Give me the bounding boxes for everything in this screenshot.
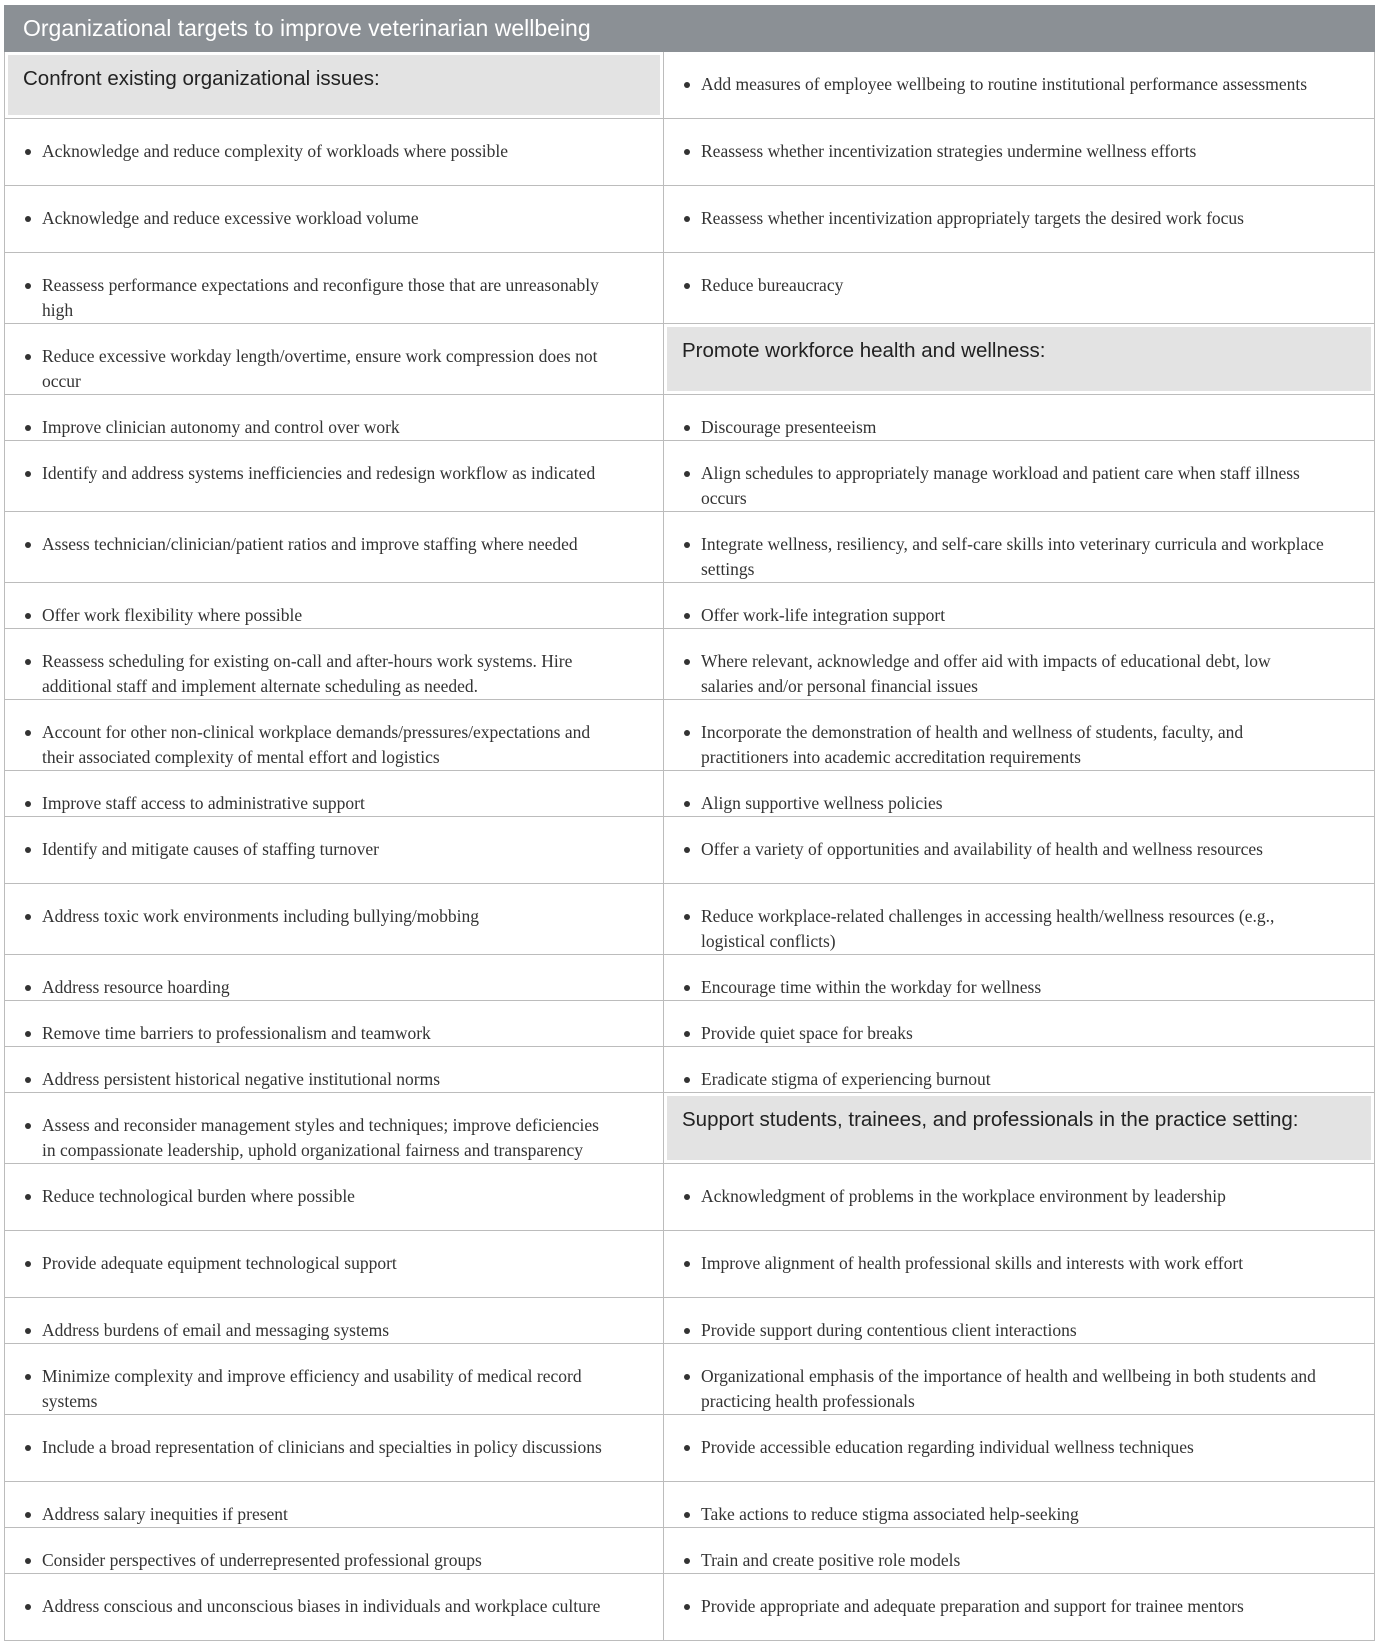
item-text: Provide appropriate and adequate preparation and support for trainee mentors: [701, 1596, 1244, 1616]
table-row: [5, 1164, 1375, 1231]
list-item: [5, 1231, 663, 1276]
right-cell: [664, 1298, 1375, 1344]
bullet-icon: [25, 914, 31, 920]
bullet-icon: [25, 1445, 31, 1451]
bullet-icon: [684, 613, 690, 619]
left-cell: [5, 441, 664, 512]
table-row: [5, 771, 1375, 817]
left-cell: [5, 884, 664, 955]
table-row: [5, 1528, 1375, 1574]
section-header: Support students, trainees, and professionals in the practice setting:: [667, 1096, 1371, 1160]
item-text: Assess technician/clinician/patient ratios and improve staffing where needed: [42, 534, 578, 554]
item-text: Acknowledgment of problems in the workplace environment by leadership: [701, 1186, 1226, 1206]
item-text: Organizational emphasis of the importance of health and wellbeing in both students and practicing health professionals: [701, 1366, 1316, 1411]
list-item: [664, 884, 1374, 954]
right-cell: [664, 395, 1375, 441]
right-cell: [664, 817, 1375, 884]
right-cell: [664, 629, 1375, 700]
list-item: [664, 1001, 1374, 1046]
list-item: [664, 119, 1374, 164]
left-cell: [5, 253, 664, 324]
bullet-icon: [684, 425, 690, 431]
table-row: [5, 1047, 1375, 1093]
list-item: [5, 1001, 663, 1046]
bullet-icon: [25, 985, 31, 991]
left-cell: [5, 771, 664, 817]
list-item: [5, 1574, 663, 1619]
bullet-icon: [25, 425, 31, 431]
right-cell: [664, 1528, 1375, 1574]
item-text: Identify and mitigate causes of staffing turnover: [42, 839, 379, 859]
left-cell: [5, 52, 664, 119]
item-text: Offer a variety of opportunities and availability of health and wellness resources: [701, 839, 1263, 859]
left-cell: [5, 1528, 664, 1574]
bullet-icon: [25, 1328, 31, 1334]
list-item: [5, 512, 663, 557]
item-text: Reduce technological burden where possible: [42, 1186, 355, 1206]
item-text: Remove time barriers to professionalism and teamwork: [42, 1023, 431, 1043]
table-row: [5, 629, 1375, 700]
list-item: [664, 700, 1374, 770]
table-row: [5, 441, 1375, 512]
item-text: Improve clinician autonomy and control over work: [42, 417, 400, 437]
bullet-icon: [25, 354, 31, 360]
item-text: Reassess whether incentivization strategies undermine wellness efforts: [701, 141, 1197, 161]
right-cell: [664, 324, 1375, 395]
right-cell: [664, 512, 1375, 583]
right-cell: [664, 1415, 1375, 1482]
item-text: Take actions to reduce stigma associated help-seeking: [701, 1504, 1079, 1524]
list-item: [5, 324, 663, 394]
item-text: Train and create positive role models: [701, 1550, 961, 1570]
item-text: Reduce bureaucracy: [701, 275, 844, 295]
bullet-icon: [25, 1558, 31, 1564]
bullet-icon: [25, 1031, 31, 1037]
table-row: [5, 884, 1375, 955]
bullet-icon: [25, 1077, 31, 1083]
list-item: [5, 1164, 663, 1209]
list-item: [664, 1482, 1374, 1527]
left-cell: [5, 1231, 664, 1298]
list-item: [5, 884, 663, 929]
section-header: Promote workforce health and wellness:: [667, 327, 1371, 391]
left-cell: [5, 512, 664, 583]
table-row: [5, 395, 1375, 441]
list-item: [664, 817, 1374, 862]
list-item: [5, 1344, 663, 1414]
bullet-icon: [684, 82, 690, 88]
bullet-icon: [25, 1194, 31, 1200]
list-item: [664, 583, 1374, 628]
item-text: Consider perspectives of underrepresented professional groups: [42, 1550, 482, 1570]
item-text: Include a broad representation of clinicians and specialties in policy discussions: [42, 1437, 602, 1457]
left-cell: [5, 186, 664, 253]
item-text: Reassess whether incentivization appropriately targets the desired work focus: [701, 208, 1244, 228]
bullet-icon: [25, 149, 31, 155]
item-text: Eradicate stigma of experiencing burnout: [701, 1069, 991, 1089]
item-text: Offer work flexibility where possible: [42, 605, 303, 625]
item-text: Address salary inequities if present: [42, 1504, 288, 1524]
left-cell: [5, 1164, 664, 1231]
right-cell: [664, 1574, 1375, 1641]
right-cell: [664, 1093, 1375, 1164]
item-text: Reduce excessive workday length/overtime, ensure work compression does not occur: [42, 346, 598, 391]
right-cell: [664, 884, 1375, 955]
item-text: Where relevant, acknowledge and offer aid with impacts of educational debt, low salaries and/or personal financial issues: [701, 651, 1271, 696]
list-item: [5, 771, 663, 816]
bullet-icon: [684, 730, 690, 736]
bullet-icon: [25, 542, 31, 548]
bullet-icon: [25, 613, 31, 619]
table-row: [5, 583, 1375, 629]
table-row: [5, 1093, 1375, 1164]
list-item: [664, 441, 1374, 511]
bullet-icon: [684, 1261, 690, 1267]
list-item: [5, 1415, 663, 1460]
left-cell: [5, 324, 664, 395]
bullet-icon: [25, 1261, 31, 1267]
list-item: [664, 1164, 1374, 1209]
table-row: [5, 700, 1375, 771]
table-row: [5, 119, 1375, 186]
right-cell: [664, 1482, 1375, 1528]
table-row: [5, 1298, 1375, 1344]
left-cell: [5, 1047, 664, 1093]
item-text: Integrate wellness, resiliency, and self-care skills into veterinary curricula and workplace settings: [701, 534, 1324, 579]
list-item: [5, 583, 663, 628]
bullet-icon: [684, 914, 690, 920]
item-text: Address persistent historical negative institutional norms: [42, 1069, 441, 1089]
item-text: Assess and reconsider management styles and techniques; improve deficiencies in compassionate leadership, uphold organizational fairness and transparency: [42, 1115, 599, 1160]
table-row: [5, 817, 1375, 884]
item-text: Address toxic work environments including bullying/mobbing: [42, 906, 479, 926]
list-item: [664, 1047, 1374, 1092]
left-cell: [5, 700, 664, 771]
table-row: [5, 1001, 1375, 1047]
right-cell: [664, 1047, 1375, 1093]
list-item: [664, 1574, 1374, 1619]
bullet-icon: [684, 542, 690, 548]
table-row: [5, 324, 1375, 395]
item-text: Address resource hoarding: [42, 977, 230, 997]
table-row: [5, 955, 1375, 1001]
right-cell: [664, 1001, 1375, 1047]
item-text: Reduce workplace-related challenges in accessing health/wellness resources (e.g., logistical conflicts): [701, 906, 1275, 951]
left-cell: [5, 1574, 664, 1641]
list-item: [5, 395, 663, 440]
item-text: Reassess scheduling for existing on-call and after-hours work systems. Hire additional staff and implement alternate scheduling as needed.: [42, 651, 573, 696]
list-item: [5, 186, 663, 231]
list-item: [5, 119, 663, 164]
bullet-icon: [684, 1445, 690, 1451]
right-cell: [664, 1231, 1375, 1298]
item-text: Improve alignment of health professional skills and interests with work effort: [701, 1253, 1244, 1273]
table-row: [5, 1574, 1375, 1641]
list-item: [5, 700, 663, 770]
item-text: Add measures of employee wellbeing to routine institutional performance assessments: [701, 74, 1308, 94]
left-cell: [5, 1298, 664, 1344]
item-text: Discourage presenteeism: [701, 417, 877, 437]
list-item: [5, 955, 663, 1000]
bullet-icon: [25, 730, 31, 736]
table-body: [5, 52, 1375, 1641]
item-text: Align schedules to appropriately manage workload and patient care when staff illness occurs: [701, 463, 1300, 508]
right-cell: [664, 253, 1375, 324]
item-text: Minimize complexity and improve efficiency and usability of medical record systems: [42, 1366, 582, 1411]
bullet-icon: [25, 1604, 31, 1610]
bullet-icon: [684, 1194, 690, 1200]
bullet-icon: [25, 1123, 31, 1129]
left-cell: [5, 955, 664, 1001]
left-cell: [5, 1001, 664, 1047]
bullet-icon: [684, 1558, 690, 1564]
bullet-icon: [684, 1077, 690, 1083]
left-cell: [5, 817, 664, 884]
item-text: Provide accessible education regarding individual wellness techniques: [701, 1437, 1194, 1457]
list-item: [5, 629, 663, 699]
table-row: [5, 186, 1375, 253]
left-cell: [5, 1415, 664, 1482]
list-item: [664, 1528, 1374, 1573]
bullet-icon: [25, 283, 31, 289]
list-item: [664, 771, 1374, 816]
left-cell: [5, 119, 664, 186]
bullet-icon: [684, 847, 690, 853]
right-cell: [664, 1344, 1375, 1415]
table-row: [5, 1231, 1375, 1298]
bullet-icon: [684, 1604, 690, 1610]
item-text: Acknowledge and reduce excessive workload volume: [42, 208, 419, 228]
bullet-icon: [25, 216, 31, 222]
item-text: Provide adequate equipment technological support: [42, 1253, 397, 1273]
bullet-icon: [684, 659, 690, 665]
bullet-icon: [25, 659, 31, 665]
item-text: Address burdens of email and messaging systems: [42, 1320, 390, 1340]
list-item: [5, 1047, 663, 1092]
right-cell: [664, 441, 1375, 512]
list-item: [5, 1093, 663, 1163]
item-text: Account for other non-clinical workplace demands/pressures/expectations and their associated complexity of mental effort and logistics: [42, 722, 591, 767]
list-item: [664, 1298, 1374, 1343]
list-item: [664, 395, 1374, 440]
table-row: [5, 1415, 1375, 1482]
item-text: Address conscious and unconscious biases in individuals and workplace culture: [42, 1596, 601, 1616]
bullet-icon: [684, 283, 690, 289]
list-item: [5, 1528, 663, 1573]
list-item: [664, 1415, 1374, 1460]
bullet-icon: [684, 216, 690, 222]
bullet-icon: [684, 1031, 690, 1037]
item-text: Provide quiet space for breaks: [701, 1023, 913, 1043]
item-text: Align supportive wellness policies: [701, 793, 943, 813]
item-text: Provide support during contentious client interactions: [701, 1320, 1077, 1340]
right-cell: [664, 52, 1375, 119]
item-text: Offer work-life integration support: [701, 605, 946, 625]
right-cell: [664, 583, 1375, 629]
list-item: [664, 1231, 1374, 1276]
bullet-icon: [25, 1374, 31, 1380]
left-cell: [5, 1344, 664, 1415]
left-cell: [5, 1482, 664, 1528]
right-cell: [664, 955, 1375, 1001]
left-cell: [5, 583, 664, 629]
bullet-icon: [25, 801, 31, 807]
right-cell: [664, 700, 1375, 771]
item-text: Acknowledge and reduce complexity of workloads where possible: [42, 141, 509, 161]
list-item: [5, 817, 663, 862]
left-cell: [5, 629, 664, 700]
bullet-icon: [684, 149, 690, 155]
table-row: [5, 512, 1375, 583]
item-text: Identify and address systems inefficiencies and redesign workflow as indicated: [42, 463, 596, 483]
item-text: Incorporate the demonstration of health and wellness of students, faculty, and practitioners into academic accreditation requirements: [701, 722, 1244, 767]
list-item: [5, 1482, 663, 1527]
table-row: [5, 52, 1375, 119]
table-row: [5, 253, 1375, 324]
item-text: Improve staff access to administrative support: [42, 793, 365, 813]
targets-table: [4, 5, 1375, 1641]
list-item: [664, 52, 1374, 97]
right-cell: [664, 1164, 1375, 1231]
right-cell: [664, 186, 1375, 253]
section-header: Confront existing organizational issues:: [8, 55, 660, 115]
bullet-icon: [25, 847, 31, 853]
list-item: [664, 186, 1374, 231]
right-cell: [664, 771, 1375, 817]
list-item: [664, 1344, 1374, 1414]
list-item: [5, 253, 663, 323]
left-cell: [5, 395, 664, 441]
list-item: [5, 1298, 663, 1343]
item-text: Reassess performance expectations and reconfigure those that are unreasonably high: [42, 275, 599, 320]
item-text: Encourage time within the workday for wellness: [701, 977, 1042, 997]
bullet-icon: [684, 471, 690, 477]
bullet-icon: [684, 1374, 690, 1380]
bullet-icon: [684, 801, 690, 807]
list-item: [5, 441, 663, 486]
left-cell: [5, 1093, 664, 1164]
bullet-icon: [684, 985, 690, 991]
list-item: [664, 955, 1374, 1000]
bullet-icon: [25, 1512, 31, 1518]
bullet-icon: [684, 1328, 690, 1334]
list-item: [664, 253, 1374, 298]
bullet-icon: [25, 471, 31, 477]
table-row: [5, 1344, 1375, 1415]
table-title: Organizational targets to improve veterinarian wellbeing: [5, 6, 1375, 52]
list-item: [664, 629, 1374, 699]
list-item: [664, 512, 1374, 582]
bullet-icon: [684, 1512, 690, 1518]
table-row: [5, 1482, 1375, 1528]
right-cell: [664, 119, 1375, 186]
